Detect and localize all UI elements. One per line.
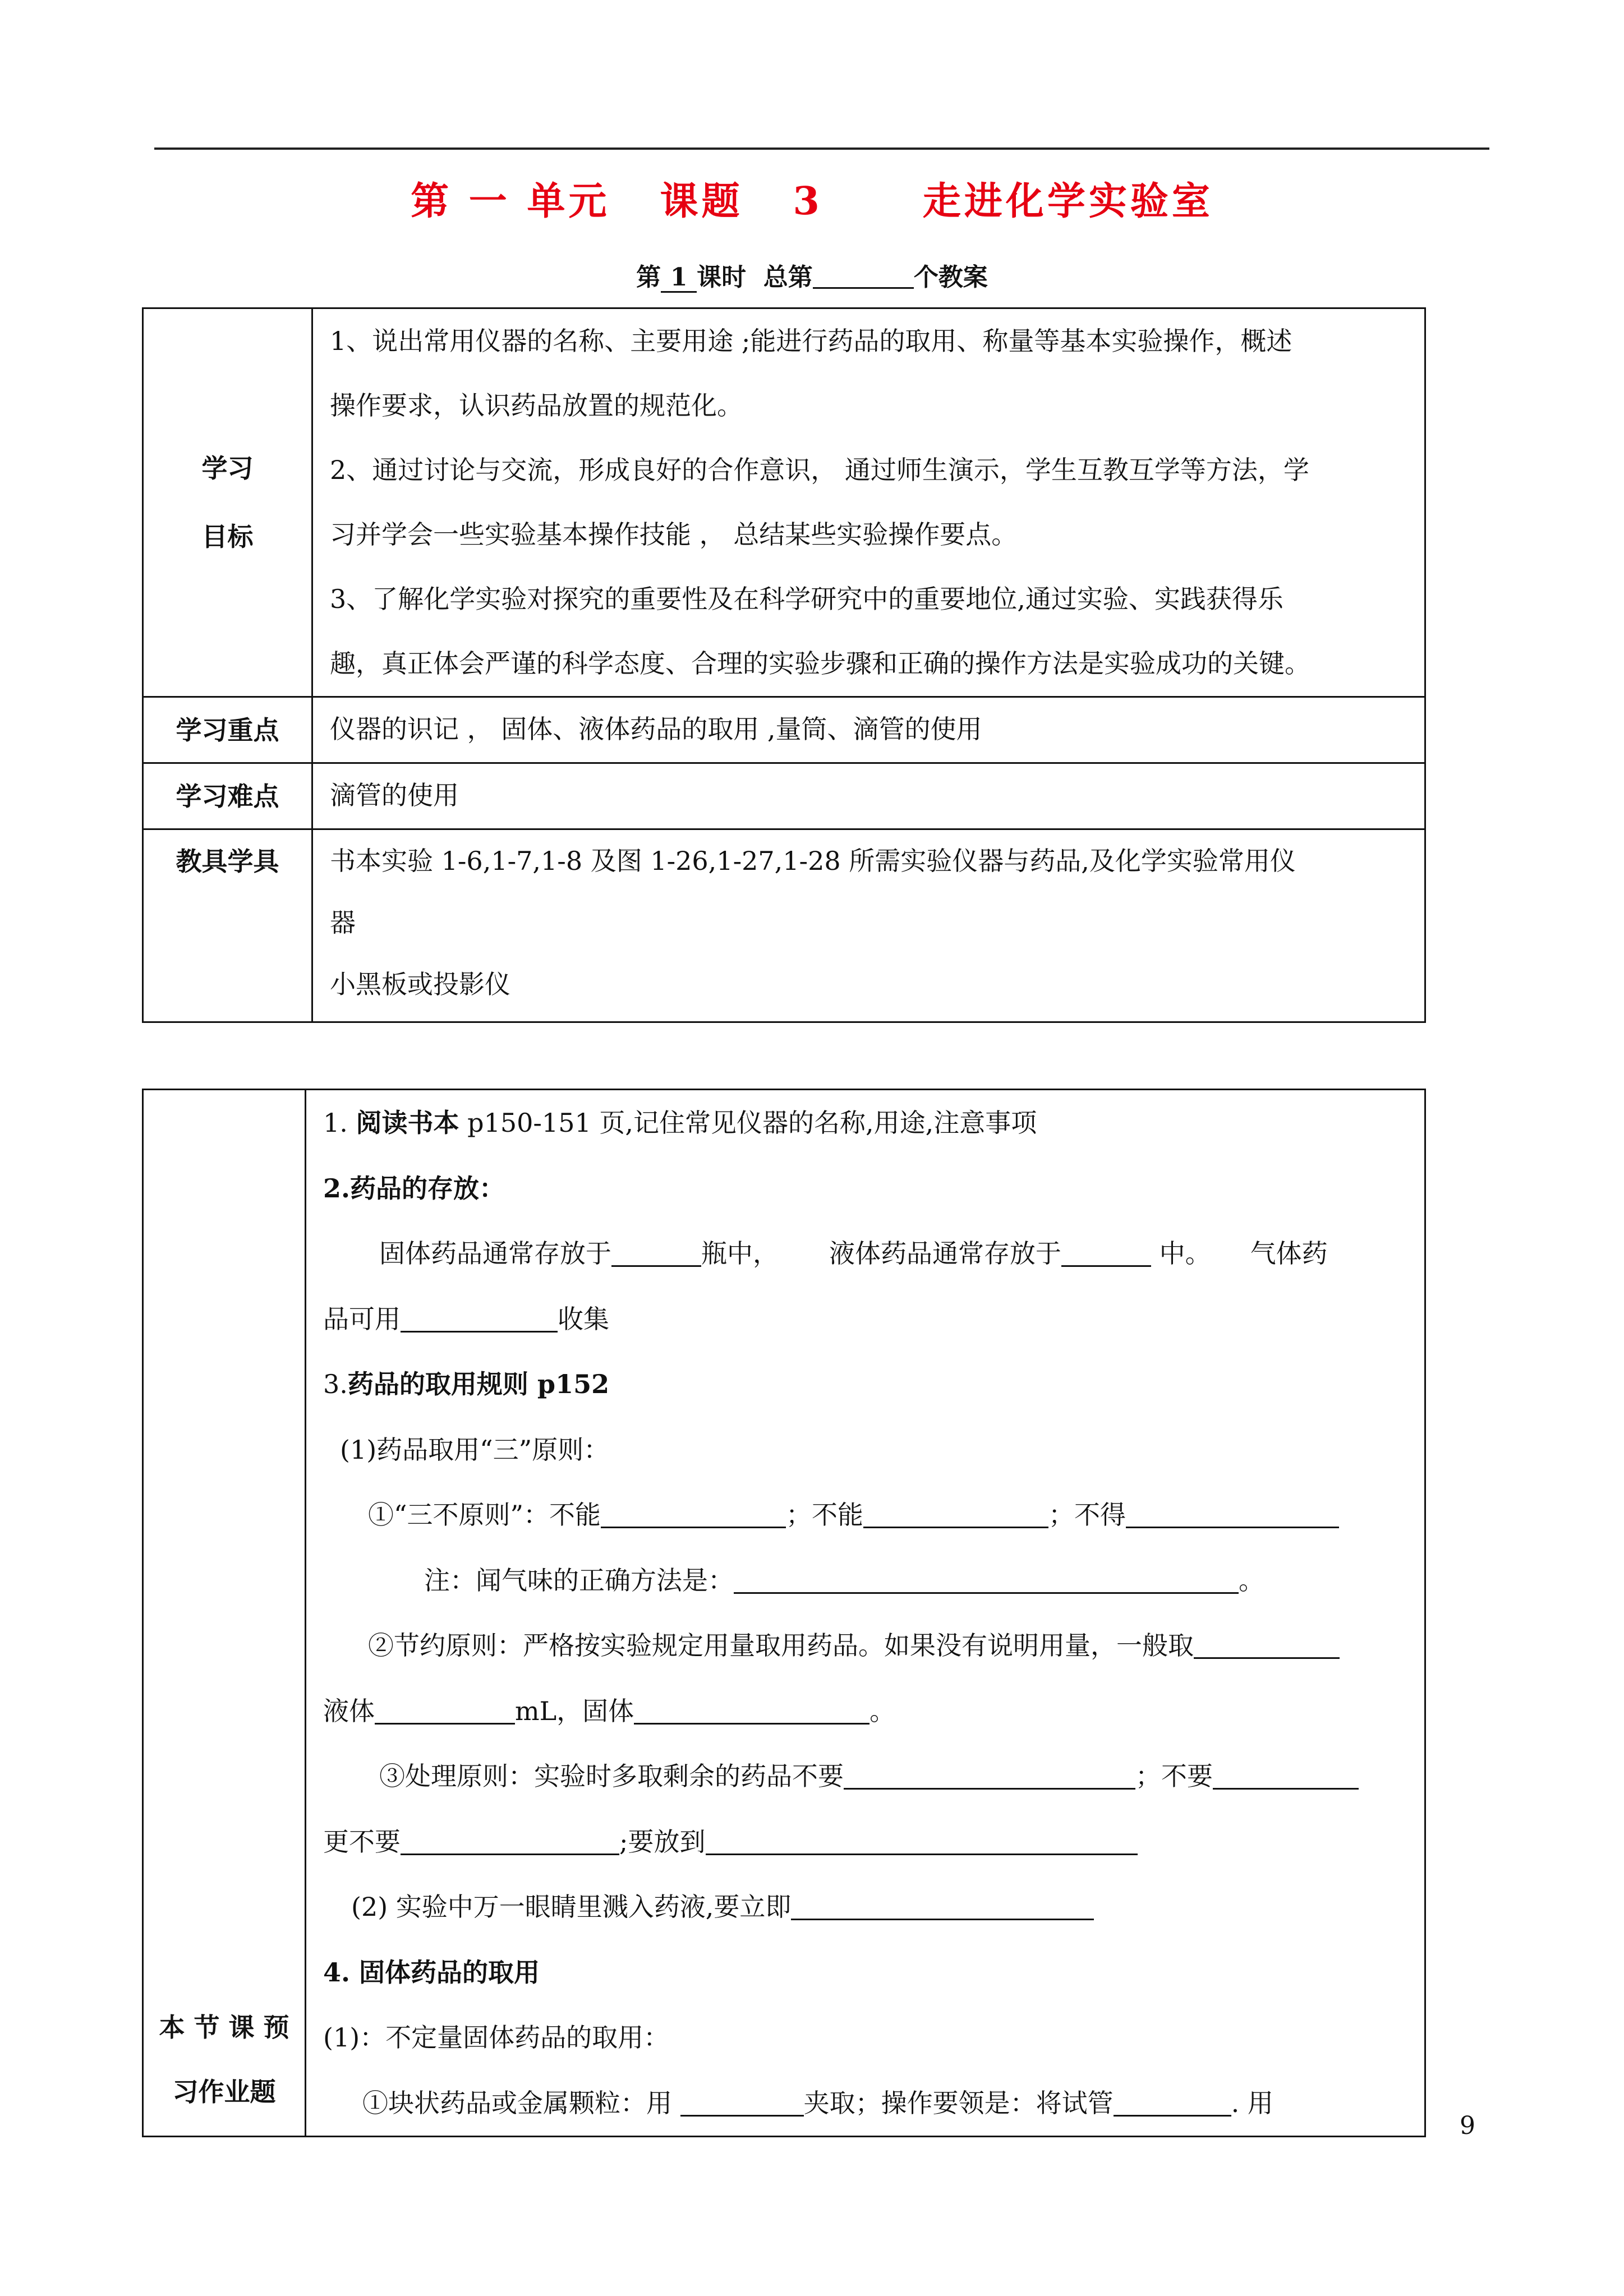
subtitle-suffix: 个教案	[913, 263, 988, 292]
question-2-title: 2.药品的存放：	[323, 1173, 505, 1204]
subtitle-prefix: 第	[636, 263, 661, 292]
text: ；不得	[1048, 1500, 1126, 1530]
text: 瓶中，	[701, 1238, 779, 1269]
blank	[680, 2092, 804, 2117]
table-row	[143, 829, 1425, 1022]
content-cell	[312, 697, 1425, 763]
text: ②节约原则：严格按实验规定用量取用药品。如果没有说明用量，一般取	[368, 1630, 1194, 1661]
blank	[401, 1831, 619, 1855]
blank	[634, 1700, 869, 1725]
text-line: 习并学会一些实验基本操作技能 ， 总结某些实验操作要点。	[330, 519, 1018, 550]
text: . 用	[1231, 2087, 1273, 2118]
blank	[401, 1308, 558, 1333]
question-3-2	[323, 1613, 1424, 1679]
page-subtitle	[0, 257, 1624, 293]
content-cell	[312, 829, 1425, 1022]
period-number: 1	[661, 264, 697, 293]
q3-num: 3.	[323, 1369, 348, 1399]
label-cell	[143, 308, 312, 697]
blank	[791, 1896, 1094, 1920]
text-line: 2、通过讨论与交流，形成良好的合作意识， 通过师生演示，学生互教互学等方法，学	[330, 455, 1309, 485]
blank	[375, 1700, 515, 1725]
question-4-1a	[323, 2071, 1424, 2136]
text-line: 滴管的使用	[330, 780, 459, 810]
question-2-line1	[323, 1221, 1424, 1287]
blank	[611, 1243, 701, 1267]
label-line: 习作业题	[172, 2077, 276, 2107]
question-3-4	[323, 1874, 1424, 1940]
text-line: 1、说出常用仪器的名称、主要用途 ;能进行药品的取用、称量等基本实验操作，概述	[330, 326, 1292, 356]
q1-bold: 阅读书本	[356, 1108, 459, 1138]
lesson-count-blank	[813, 262, 914, 289]
blank	[844, 1765, 1135, 1790]
text: 气体药	[1250, 1238, 1328, 1269]
text-line: 书本实验 1-6,1-7,1-8 及图 1-26,1-27,1-28 所需实验仪器与药品,及化学实验常用仪	[330, 846, 1296, 876]
question-3-1: (1)药品取用“三”原则：	[340, 1434, 610, 1465]
page-title: 第 一 单元 课题 3 走进化学实验室	[411, 179, 1213, 224]
table-row	[143, 308, 1425, 697]
blank	[734, 1570, 1239, 1594]
q1-num: 1.	[323, 1108, 348, 1138]
question-3-3	[323, 1744, 1424, 1809]
homework-table	[142, 1089, 1426, 2137]
blank	[706, 1831, 1138, 1855]
content-cell	[312, 308, 1425, 697]
text-line: 小黑板或投影仪	[330, 969, 510, 999]
content-cell	[312, 763, 1425, 829]
text-line: 仪器的识记 ， 固体、液体药品的取用 ,量筒、滴管的使用	[330, 714, 982, 744]
text: 。	[869, 1695, 896, 1726]
text: mL，固体	[515, 1695, 634, 1726]
text: 液体药品通常存放于	[829, 1238, 1061, 1269]
blank	[1126, 1504, 1339, 1528]
text-line: 操作要求，认识药品放置的规范化。	[330, 390, 743, 421]
label-cell	[143, 1090, 306, 2137]
text: ①“三不原则”：不能	[368, 1500, 601, 1530]
text-line: 3、了解化学实验对探究的重要性及在科学研究中的重要地位,通过实验、实践获得乐	[330, 584, 1283, 614]
text: 中。	[1151, 1238, 1211, 1269]
text: 。	[1239, 1565, 1264, 1596]
blank	[1194, 1635, 1340, 1659]
label-cell: 学习重点	[143, 697, 312, 763]
text: 夹取；操作要领是：将试管	[803, 2087, 1114, 2118]
blank	[601, 1504, 786, 1528]
objectives-table	[142, 307, 1426, 1023]
blank	[1213, 1765, 1359, 1790]
question-4-title: 4. 固体药品的取用	[323, 1957, 540, 1988]
question-3-title	[323, 1352, 1424, 1417]
text: 收集	[558, 1303, 609, 1334]
blank	[1061, 1243, 1151, 1267]
label-line: 学习	[201, 453, 254, 483]
question-3-2b	[323, 1679, 1424, 1744]
text: ①块状药品或金属颗粒：用	[362, 2087, 680, 2118]
header-rule	[154, 147, 1489, 150]
text: 更不要	[323, 1826, 401, 1857]
text: 品可用	[323, 1303, 401, 1334]
text: ；不要	[1135, 1761, 1213, 1791]
question-1	[323, 1090, 1424, 1156]
text: 固体药品通常存放于	[379, 1238, 611, 1269]
question-2-line2	[323, 1287, 1424, 1352]
blank	[863, 1504, 1048, 1528]
text-line: 器	[330, 907, 356, 938]
text: (2) 实验中万一眼睛里溅入药液,要立即	[351, 1892, 792, 1922]
question-3-note	[323, 1548, 1424, 1613]
text: ;要放到	[619, 1826, 706, 1857]
q1-rest: p150-151 页,记住常见仪器的名称,用途,注意事项	[459, 1108, 1037, 1138]
text-line: 趣，真正体会严谨的科学态度、合理的实验步骤和正确的操作方法是实验成功的关键。	[330, 648, 1310, 679]
blank	[1114, 2092, 1231, 2117]
table-row	[143, 697, 1425, 763]
text: 注：闻气味的正确方法是：	[424, 1565, 734, 1596]
text: 液体	[323, 1695, 375, 1726]
text: ③处理原则：实验时多取剩余的药品不要	[379, 1761, 844, 1791]
text: ；不能	[786, 1500, 864, 1530]
q3-title: 药品的取用规则 p152	[347, 1369, 610, 1399]
table-row	[143, 1090, 1425, 2137]
question-3-3b	[323, 1809, 1424, 1875]
question-4-1: (1)：不定量固体药品的取用：	[323, 2022, 670, 2053]
label-line: 本 节 课 预	[159, 2012, 289, 2043]
table-row	[143, 763, 1425, 829]
label-cell: 教具学具	[143, 829, 312, 1022]
label-line: 目标	[201, 522, 254, 552]
content-cell	[306, 1090, 1425, 2137]
subtitle-mid: 课时 总第	[697, 263, 813, 292]
question-3-1a	[323, 1482, 1424, 1548]
label-cell: 学习难点	[143, 763, 312, 829]
page-number: 9	[1460, 2111, 1475, 2140]
